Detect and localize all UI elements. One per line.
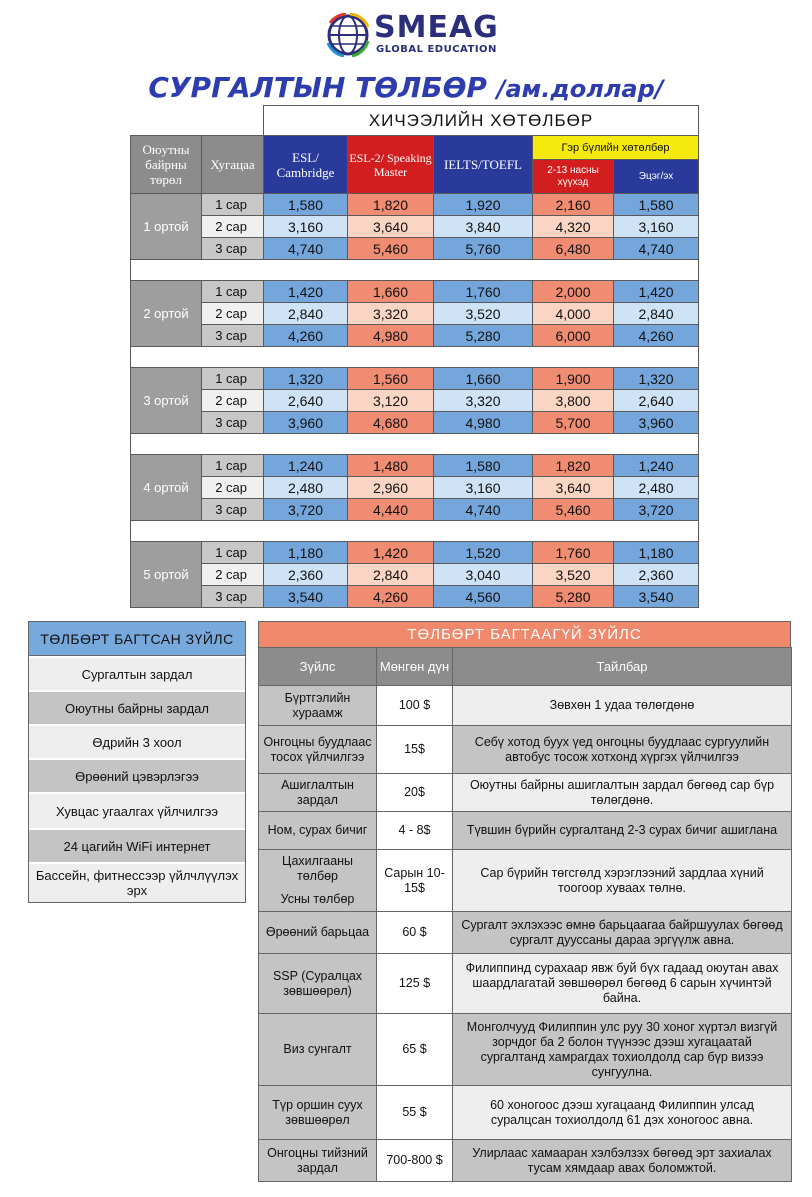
- price-cell: 5,760: [434, 238, 533, 260]
- ielts-toefl-header: IELTS/TOEFL: [434, 136, 533, 194]
- price-cell: 4,740: [434, 499, 533, 521]
- price-cell: 1,180: [614, 542, 699, 564]
- fee-row: [131, 238, 699, 260]
- duration-cell: 2 сар: [202, 303, 264, 325]
- group-spacer: [131, 260, 699, 281]
- fee-row: [131, 542, 699, 564]
- excluded-description: Зөвхөн 1 удаа төлөгдөнө: [453, 686, 792, 726]
- price-cell: 3,960: [614, 412, 699, 434]
- duration-cell: 1 сар: [202, 281, 264, 303]
- price-cell: 3,320: [348, 303, 434, 325]
- price-cell: 1,580: [264, 194, 348, 216]
- duration-cell: 2 сар: [202, 390, 264, 412]
- room-type-cell: 5 ортой: [131, 542, 202, 608]
- excluded-amount: 65 $: [377, 1014, 453, 1086]
- group-spacer: [131, 521, 699, 542]
- price-cell: 3,160: [434, 477, 533, 499]
- globe-icon: [326, 13, 370, 57]
- electricity-fee-label: Цахилгааны төлбөр: [281, 854, 354, 883]
- price-cell: 2,960: [348, 477, 434, 499]
- price-cell: 2,840: [614, 303, 699, 325]
- fee-row: [131, 564, 699, 586]
- excluded-amount: 125 $: [377, 954, 453, 1014]
- price-cell: 1,760: [533, 542, 614, 564]
- duration-cell: 1 сар: [202, 542, 264, 564]
- price-cell: 1,560: [348, 368, 434, 390]
- price-cell: 1,820: [348, 194, 434, 216]
- duration-cell: 3 сар: [202, 586, 264, 608]
- excluded-item: Түр оршин суух зөвшөөрөл: [259, 1086, 377, 1140]
- excluded-amount: 20$: [377, 774, 453, 812]
- included-item: Өдрийн 3 хоол: [29, 724, 245, 758]
- program-header: ХИЧЭЭЛИЙН ХӨТӨЛБӨР: [264, 106, 699, 136]
- price-cell: 1,660: [348, 281, 434, 303]
- excluded-item-utilities: [259, 850, 377, 912]
- included-item: 24 цагийн WiFi интернет: [29, 828, 245, 862]
- excluded-amount: 55 $: [377, 1086, 453, 1140]
- price-cell: 4,980: [434, 412, 533, 434]
- price-cell: 4,000: [533, 303, 614, 325]
- price-cell: 3,040: [434, 564, 533, 586]
- spacer-cell: [131, 434, 699, 455]
- currency-unit: /ам.доллар/: [496, 75, 664, 103]
- price-cell: 4,320: [533, 216, 614, 238]
- smeag-logo: [326, 10, 506, 60]
- fee-row: [131, 412, 699, 434]
- esl-cambridge-header: ESL/ Cambridge: [264, 136, 348, 194]
- excluded-items-table: [258, 647, 792, 1182]
- fee-row: [131, 586, 699, 608]
- price-cell: 4,440: [348, 499, 434, 521]
- fee-row: [131, 303, 699, 325]
- excluded-item: Виз сунгалт: [259, 1014, 377, 1086]
- excluded-item: Өрөөний барьцаа: [259, 912, 377, 954]
- excluded-description: Сургалт эхлэхээс өмнө барьцаагаа байршуулах бөгөөд сургалт дууссаны дараа эргүүлж авна.: [453, 912, 792, 954]
- fee-row: [131, 216, 699, 238]
- price-cell: 1,520: [434, 542, 533, 564]
- excluded-description: Филиппинд сурахаар явж буй бүх гадаад оюутан авах шаардлагатай зөвшөөрөл бөгөөд 6 сарын хүчинтэй байна.: [453, 954, 792, 1014]
- spacer-cell: [131, 521, 699, 542]
- price-cell: 1,180: [264, 542, 348, 564]
- price-cell: 3,720: [264, 499, 348, 521]
- price-cell: 2,480: [264, 477, 348, 499]
- esl2-speaking-header: ESL-2/ Speaking Master: [348, 136, 434, 194]
- price-cell: 3,720: [614, 499, 699, 521]
- room-type-header: Оюутны байрны төрөл: [131, 136, 202, 194]
- price-cell: 2,640: [614, 390, 699, 412]
- excluded-amount: 100 $: [377, 686, 453, 726]
- price-cell: 1,240: [614, 455, 699, 477]
- price-cell: 3,520: [434, 303, 533, 325]
- fee-row: [131, 499, 699, 521]
- price-cell: 3,640: [533, 477, 614, 499]
- price-cell: 3,800: [533, 390, 614, 412]
- price-cell: 2,000: [533, 281, 614, 303]
- price-cell: 3,540: [614, 586, 699, 608]
- duration-cell: 2 сар: [202, 216, 264, 238]
- price-cell: 4,560: [434, 586, 533, 608]
- excluded-item: Онгоцны тийзний зардал: [259, 1140, 377, 1182]
- duration-cell: 3 сар: [202, 499, 264, 521]
- water-fee-label: Усны төлбөр: [280, 892, 355, 906]
- price-cell: 1,920: [434, 194, 533, 216]
- fee-row: [131, 368, 699, 390]
- duration-cell: 1 сар: [202, 194, 264, 216]
- price-cell: 4,680: [348, 412, 434, 434]
- page-title-text: СУРГАЛТЫН ТӨЛБӨР: [148, 71, 487, 104]
- price-cell: 4,260: [264, 325, 348, 347]
- price-cell: 3,520: [533, 564, 614, 586]
- fee-row: [131, 325, 699, 347]
- room-type-cell: 4 ортой: [131, 455, 202, 521]
- duration-cell: 1 сар: [202, 368, 264, 390]
- price-cell: 3,120: [348, 390, 434, 412]
- price-cell: 1,320: [264, 368, 348, 390]
- price-cell: 3,160: [264, 216, 348, 238]
- price-cell: 5,460: [533, 499, 614, 521]
- included-title: ТӨЛБӨРТ БАГТСАН ЗҮЙЛС: [29, 622, 245, 656]
- amount-column-header: Мөнгөн дүн: [377, 648, 453, 686]
- excluded-amount: Сарын 10-15$: [377, 850, 453, 912]
- price-cell: 1,660: [434, 368, 533, 390]
- fee-row: [131, 281, 699, 303]
- price-cell: 3,840: [434, 216, 533, 238]
- excluded-item: SSP (Суралцах зөвшөөрөл): [259, 954, 377, 1014]
- room-type-cell: 1 ортой: [131, 194, 202, 260]
- family-program-header: Гэр бүлийн хөтөлбөр: [533, 136, 699, 160]
- excluded-amount: 15$: [377, 726, 453, 774]
- fee-row: [131, 455, 699, 477]
- price-cell: 1,900: [533, 368, 614, 390]
- excluded-item: Бүртгэлийн хураамж: [259, 686, 377, 726]
- included-item: Өрөөний цэвэрлэгээ: [29, 758, 245, 792]
- fee-row: [131, 477, 699, 499]
- duration-cell: 1 сар: [202, 455, 264, 477]
- duration-cell: 2 сар: [202, 564, 264, 586]
- spacer-cell: [131, 347, 699, 368]
- excluded-title: ТӨЛБӨРТ БАГТААГҮЙ ЗҮЙЛС: [258, 621, 791, 647]
- price-cell: 4,980: [348, 325, 434, 347]
- price-cell: 2,840: [264, 303, 348, 325]
- price-cell: 2,160: [533, 194, 614, 216]
- duration-cell: 3 сар: [202, 325, 264, 347]
- price-cell: 4,740: [614, 238, 699, 260]
- included-item: Бассейн, фитнессээр үйлчлүүлэх эрх: [29, 862, 245, 902]
- item-column-header: Зүйлс: [259, 648, 377, 686]
- duration-header: Хугацаа: [202, 136, 264, 194]
- excluded-item: Ном, сурах бичиг: [259, 812, 377, 850]
- price-cell: 1,240: [264, 455, 348, 477]
- parent-header: Эцэг/эх: [614, 160, 699, 194]
- included-item: Сургалтын зардал: [29, 656, 245, 690]
- fee-row: [131, 194, 699, 216]
- price-cell: 5,700: [533, 412, 614, 434]
- price-cell: 1,580: [614, 194, 699, 216]
- excluded-amount: 700-800 $: [377, 1140, 453, 1182]
- price-cell: 1,320: [614, 368, 699, 390]
- page-title: [0, 70, 812, 107]
- spacer-cell: [131, 260, 699, 281]
- price-cell: 6,480: [533, 238, 614, 260]
- price-cell: 5,280: [533, 586, 614, 608]
- price-cell: 2,840: [348, 564, 434, 586]
- price-cell: 1,580: [434, 455, 533, 477]
- price-cell: 5,280: [434, 325, 533, 347]
- room-type-cell: 3 ортой: [131, 368, 202, 434]
- included-item: Хувцас угаалгах үйлчилгээ: [29, 792, 245, 828]
- excluded-description: Себү хотод буух үед онгоцны буудлаас сургуулийн автобус тосож хотхонд хүргэх үйлчилгээ: [453, 726, 792, 774]
- fee-row: [131, 390, 699, 412]
- price-cell: 1,480: [348, 455, 434, 477]
- excluded-description: Улирлаас хамааран хэлбэлзэх бөгөөд эрт захиалах тусам хямдаар авах боломжтой.: [453, 1140, 792, 1182]
- blank-corner: [131, 106, 264, 136]
- price-cell: 1,760: [434, 281, 533, 303]
- price-cell: 3,540: [264, 586, 348, 608]
- price-cell: 1,820: [533, 455, 614, 477]
- excluded-amount: 4 - 8$: [377, 812, 453, 850]
- price-cell: 6,000: [533, 325, 614, 347]
- duration-cell: 2 сар: [202, 477, 264, 499]
- price-cell: 3,160: [614, 216, 699, 238]
- description-column-header: Тайлбар: [453, 648, 792, 686]
- excluded-description: Монголчууд Филиппин улс руу 30 хоног хүртэл визгүй зорчдог ба 2 болон түүнээс дээш хугацаатай сургалтанд хамрагдах тохиолдолд сар бүр визээ сунгуулна.: [453, 1014, 792, 1086]
- excluded-item: Ашиглалтын зардал: [259, 774, 377, 812]
- price-cell: 2,360: [614, 564, 699, 586]
- excluded-item: Онгоцны буудлаас тосох үйлчилгээ: [259, 726, 377, 774]
- group-spacer: [131, 434, 699, 455]
- brand-tagline: GLOBAL EDUCATION: [376, 44, 497, 55]
- room-type-cell: 2 ортой: [131, 281, 202, 347]
- duration-cell: 3 сар: [202, 238, 264, 260]
- price-cell: 2,480: [614, 477, 699, 499]
- price-cell: 2,640: [264, 390, 348, 412]
- price-cell: 4,260: [348, 586, 434, 608]
- excluded-amount: 60 $: [377, 912, 453, 954]
- excluded-description: Түвшин бүрийн сургалтанд 2-3 сурах бичиг ашиглана: [453, 812, 792, 850]
- price-cell: 3,640: [348, 216, 434, 238]
- price-cell: 4,740: [264, 238, 348, 260]
- price-cell: 1,420: [614, 281, 699, 303]
- included-items-box: [28, 621, 246, 903]
- price-cell: 4,260: [614, 325, 699, 347]
- price-cell: 1,420: [348, 542, 434, 564]
- kids-header: 2-13 насны хүүхэд: [533, 160, 614, 194]
- brand-name: SMEAG: [374, 10, 499, 45]
- price-cell: 5,460: [348, 238, 434, 260]
- tuition-fee-table: [130, 105, 699, 608]
- included-item: Оюутны байрны зардал: [29, 690, 245, 724]
- group-spacer: [131, 347, 699, 368]
- excluded-description: Оюутны байрны ашиглалтын зардал бөгөөд сар бүр төлөгдөнө.: [453, 774, 792, 812]
- excluded-description: 60 хоногоос дээш хугацаанд Филиппин улсад суралцсан тохиолдолд 61 дэх хоногоос авна.: [453, 1086, 792, 1140]
- excluded-items-box: [258, 621, 791, 1182]
- price-cell: 1,420: [264, 281, 348, 303]
- price-cell: 2,360: [264, 564, 348, 586]
- excluded-description: Сар бүрийн төгсгөлд хэрэглээний зардлаа хүний тоогоор хуваах төлнө.: [453, 850, 792, 912]
- price-cell: 3,320: [434, 390, 533, 412]
- duration-cell: 3 сар: [202, 412, 264, 434]
- price-cell: 3,960: [264, 412, 348, 434]
